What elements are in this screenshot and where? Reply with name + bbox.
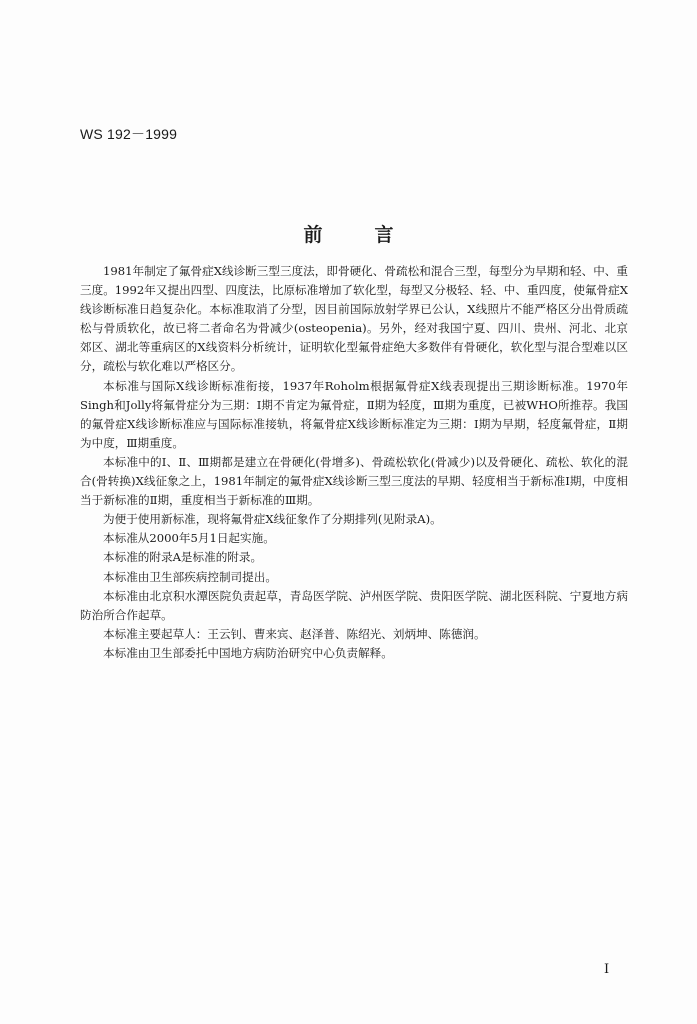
paragraph-interpretation: 本标准由卫生部委托中国地方病防治研究中心负责解释。 — [103, 645, 393, 660]
page-title: 前言 — [303, 224, 446, 246]
standard-code: WS 192－1999 — [80, 126, 178, 142]
paragraph-drafting-orgs: 本标准由北京积水潭医院负责起草，青岛医学院、泸州医学院、贵阳医学院、湖北医科院、宁夏地方病防治所合作起草。 — [80, 588, 628, 622]
paragraph-international: 本标准与国际X线诊断标准衔接，1937年Roholm根据氟骨症X线表现提出三期诊断标准。1970年Singh和Jolly将氟骨症分为三期：Ⅰ期不肯定为氟骨症，Ⅱ期为轻度，Ⅲ期为重度，已被WHO所推荐。我国的氟骨症X线诊断标准应与国际标准接轨，将氟骨症X线诊断标准定为三期：Ⅰ期为早期，轻度氟骨症，Ⅱ期为中度，Ⅲ期重度。 — [80, 378, 628, 450]
paragraph-proposer: 本标准由卫生部疾病控制司提出。 — [103, 569, 277, 584]
paragraph-appendix-ref: 为便于使用新标准，现将氟骨症X线征象作了分期排列(见附录A)。 — [103, 512, 442, 527]
paragraph-stages: 本标准中的Ⅰ、Ⅱ、Ⅲ期都是建立在骨硬化(骨增多)、骨疏松软化(骨减少)以及骨硬化、疏松、软化的混合(骨转换)X线征象之上，1981年制定的氟骨症X线诊断三型三度法的早期、轻度相当于新标准Ⅰ期，中度相当于新标准的Ⅱ期，重度相当于新标准的Ⅲ期。 — [80, 454, 628, 508]
page-number: Ⅰ — [604, 962, 610, 977]
paragraph-appendix-status: 本标准的附录A是标准的附录。 — [103, 550, 263, 565]
paragraph-effective-date: 本标准从2000年5月1日起实施。 — [103, 531, 275, 546]
paragraph-drafters: 本标准主要起草人：王云钊、曹来宾、赵泽普、陈绍光、刘炳坤、陈德润。 — [103, 626, 486, 641]
foreword-body — [80, 262, 628, 663]
paragraph-history: 1981年制定了氟骨症X线诊断三型三度法，即骨硬化、骨疏松和混合三型，每型分为早期和轻、中、重三度。1992年又提出四型、四度法，比原标准增加了软化型，每型又分极轻、轻、中、重四度，使氟骨症X线诊断标准日趋复杂化。本标准取消了分型，因目前国际放射学界已公认，X线照片不能严格区分出骨质疏松与骨质软化，故已将二者命名为骨减少(osteopenia)。另外，经对我国宁夏、四川、贵州、河北、北京郊区、湖北等重病区的X线资料分析统计，证明软化型氟骨症绝大多数伴有骨硬化，软化型与混合型难以区分，疏松与软化难以严格区分。 — [80, 264, 628, 374]
